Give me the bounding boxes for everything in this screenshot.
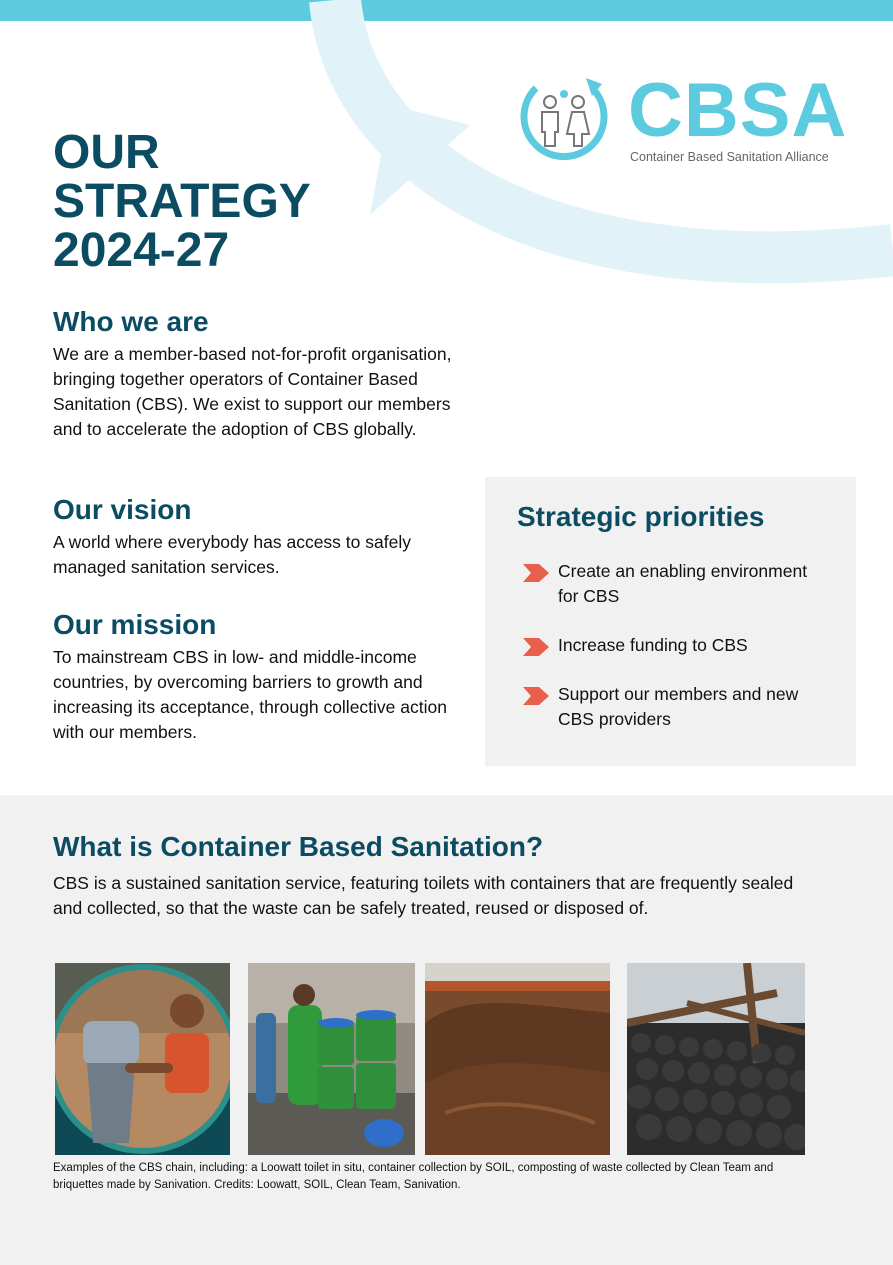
what-is-cbs-heading: What is Container Based Sanitation? (53, 831, 544, 862)
chevron-arrow-icon (523, 564, 549, 582)
priority-item-label: Support our members and new CBS providers (558, 684, 799, 729)
priorities-heading: Strategic priorities (517, 501, 765, 532)
who-we-are-heading: Who we are (53, 306, 209, 337)
who-we-are-section (53, 306, 473, 442)
priority-item-label: Increase funding to CBS (558, 635, 748, 655)
photo-composting (425, 963, 610, 1155)
page-title (53, 128, 311, 275)
vision-section (53, 494, 473, 580)
priorities-list (523, 559, 818, 756)
vision-heading: Our vision (53, 494, 192, 525)
photo-loowatt-toilet (55, 963, 230, 1155)
strategic-priorities-panel (485, 477, 856, 766)
decorative-arrow-arc (290, 0, 893, 340)
title-line-2: STRATEGY (53, 175, 311, 228)
priority-item (523, 633, 818, 658)
photo-container-collection (248, 963, 415, 1155)
cbsa-logo-icon (516, 68, 612, 164)
logo-subtitle: Container Based Sanitation Alliance (630, 150, 829, 164)
priority-item (523, 559, 818, 609)
mission-heading: Our mission (53, 609, 217, 640)
priority-item-label: Create an enabling environment for CBS (558, 561, 808, 606)
cbsa-logo (516, 68, 846, 168)
photo-briquettes (627, 963, 805, 1155)
logo-wordmark: CBSA (628, 68, 848, 153)
mission-text: To mainstream CBS in low- and middle-income countries, by overcoming barriers to growth and increasing its acceptance, through collective action with our members. (53, 647, 447, 742)
chevron-arrow-icon (523, 687, 549, 705)
what-is-cbs-section (0, 795, 893, 1265)
chevron-arrow-icon (523, 638, 549, 656)
mission-section (53, 609, 473, 745)
priority-item (523, 682, 818, 732)
photo-caption: Examples of the CBS chain, including: a Loowatt toilet in situ, container collection by SOIL, composting of waste collected by Clean Team and briquettes made by Sanivation. Credits: Loowatt, SOIL, Clean Team, Sanivation. (53, 1162, 774, 1191)
title-line-1: OUR (53, 126, 160, 179)
who-we-are-text: We are a member-based not-for-profit organisation, bringing together operators of Container Based Sanitation (CBS). We exist to support our members and to accelerate the adoption of CBS globally. (53, 344, 452, 439)
what-is-cbs-text: CBS is a sustained sanitation service, featuring toilets with containers that are frequently sealed and collected, so that the waste can be safely treated, reused or disposed of. (53, 873, 794, 918)
title-line-3: 2024-27 (53, 224, 230, 277)
vision-text: A world where everybody has access to safely managed sanitation services. (53, 532, 411, 577)
